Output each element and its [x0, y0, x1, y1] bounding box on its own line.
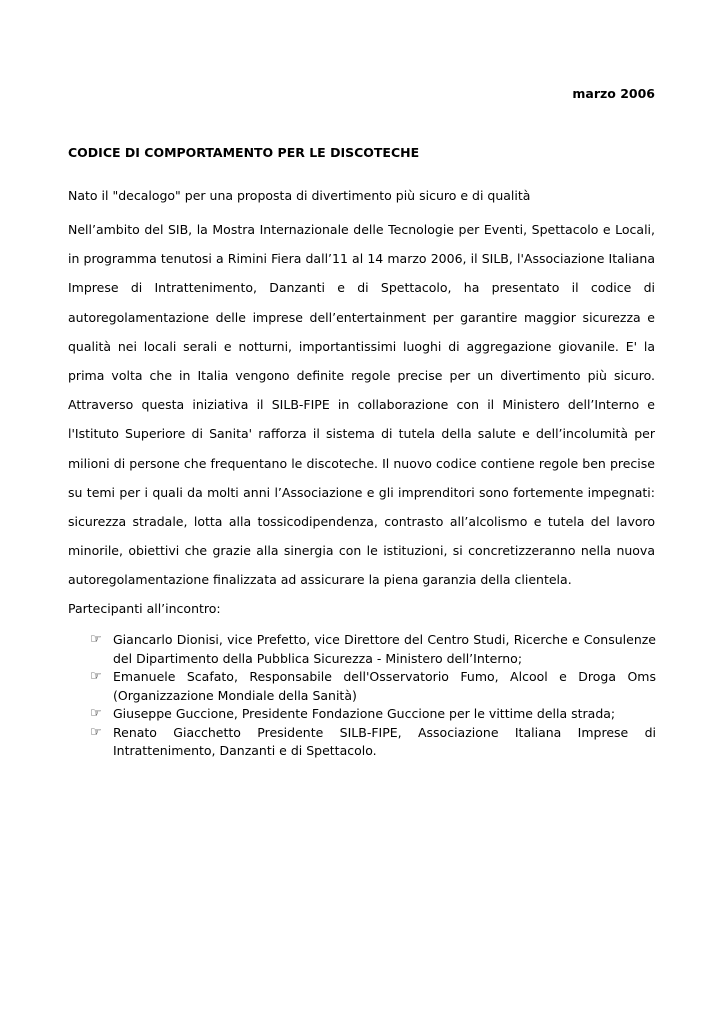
participant-text: Emanuele Scafato, Responsabile dell'Osservatorio Fumo, Alcool e Droga Oms (Organizzazione Mondiale della Sanità): [113, 669, 656, 703]
document-body-paragraph: Nell’ambito del SIB, la Mostra Internazionale delle Tecnologie per Eventi, Spettacolo e Locali, in programma tenutosi a Rimini Fiera dall’11 al 14 marzo 2006, il SILB, l'Associazione Italiana Imprese di Intrattenimento, Danzanti e di Spettacolo, ha presentato il codice di autoregolamentazione delle imprese dell’entertainment per garantire maggior sicurezza e qualità nei locali serali e notturni, importantissimi luoghi di aggregazione giovanile. E' la prima volta che in Italia vengono definite regole precise per un divertimento più sicuro. Attraverso questa iniziativa il SILB-FIPE in collaborazione con il Ministero dell’Interno e l'Istituto Superiore di Sanita' rafforza il sistema di tutela della salute e dell’incolumità per milioni di persone che frequentano le discoteche. Il nuovo codice contiene regole ben precise su temi per i quali da molti anni l’Associazione e gli imprenditori sono fortemente impegnati: sicurezza stradale, lotta alla tossicodipendenza, contrasto all’alcolismo e tutela del lavoro minorile, obiettivi che grazie alla sinergia con le istituzioni, si concretizzeranno nella nuova autoregolamentazione finalizzata ad assicurare la piena garanzia della clientela.: [68, 222, 655, 588]
list-item: [90, 668, 656, 705]
pointing-hand-icon: ☞: [90, 724, 102, 740]
list-item: [90, 705, 656, 724]
document-subtitle: Nato il "decalogo" per una proposta di divertimento più sicuro e di qualità: [68, 188, 531, 203]
participant-text: Giuseppe Guccione, Presidente Fondazione Guccione per le vittime della strada;: [113, 706, 616, 721]
participant-text: Renato Giacchetto Presidente SILB-FIPE, Associazione Italiana Imprese di Intrattenimento, Danzanti e di Spettacolo.: [113, 724, 656, 758]
participants-heading: Partecipanti all’incontro:: [68, 601, 221, 616]
participant-text: Giancarlo Dionisi, vice Prefetto, vice Direttore del Centro Studi, Ricerche e Consulenze del Dipartimento della Pubblica Sicurezza - Ministero dell’Interno;: [113, 632, 656, 666]
list-item: [90, 631, 656, 668]
participants-list: [90, 631, 656, 761]
list-item: [90, 724, 656, 761]
pointing-hand-icon: ☞: [90, 706, 102, 721]
document-date: marzo 2006: [572, 86, 655, 101]
pointing-hand-icon: ☞: [90, 669, 102, 684]
pointing-hand-icon: ☞: [90, 632, 102, 647]
document-title: CODICE DI COMPORTAMENTO PER LE DISCOTECHE: [68, 145, 420, 160]
